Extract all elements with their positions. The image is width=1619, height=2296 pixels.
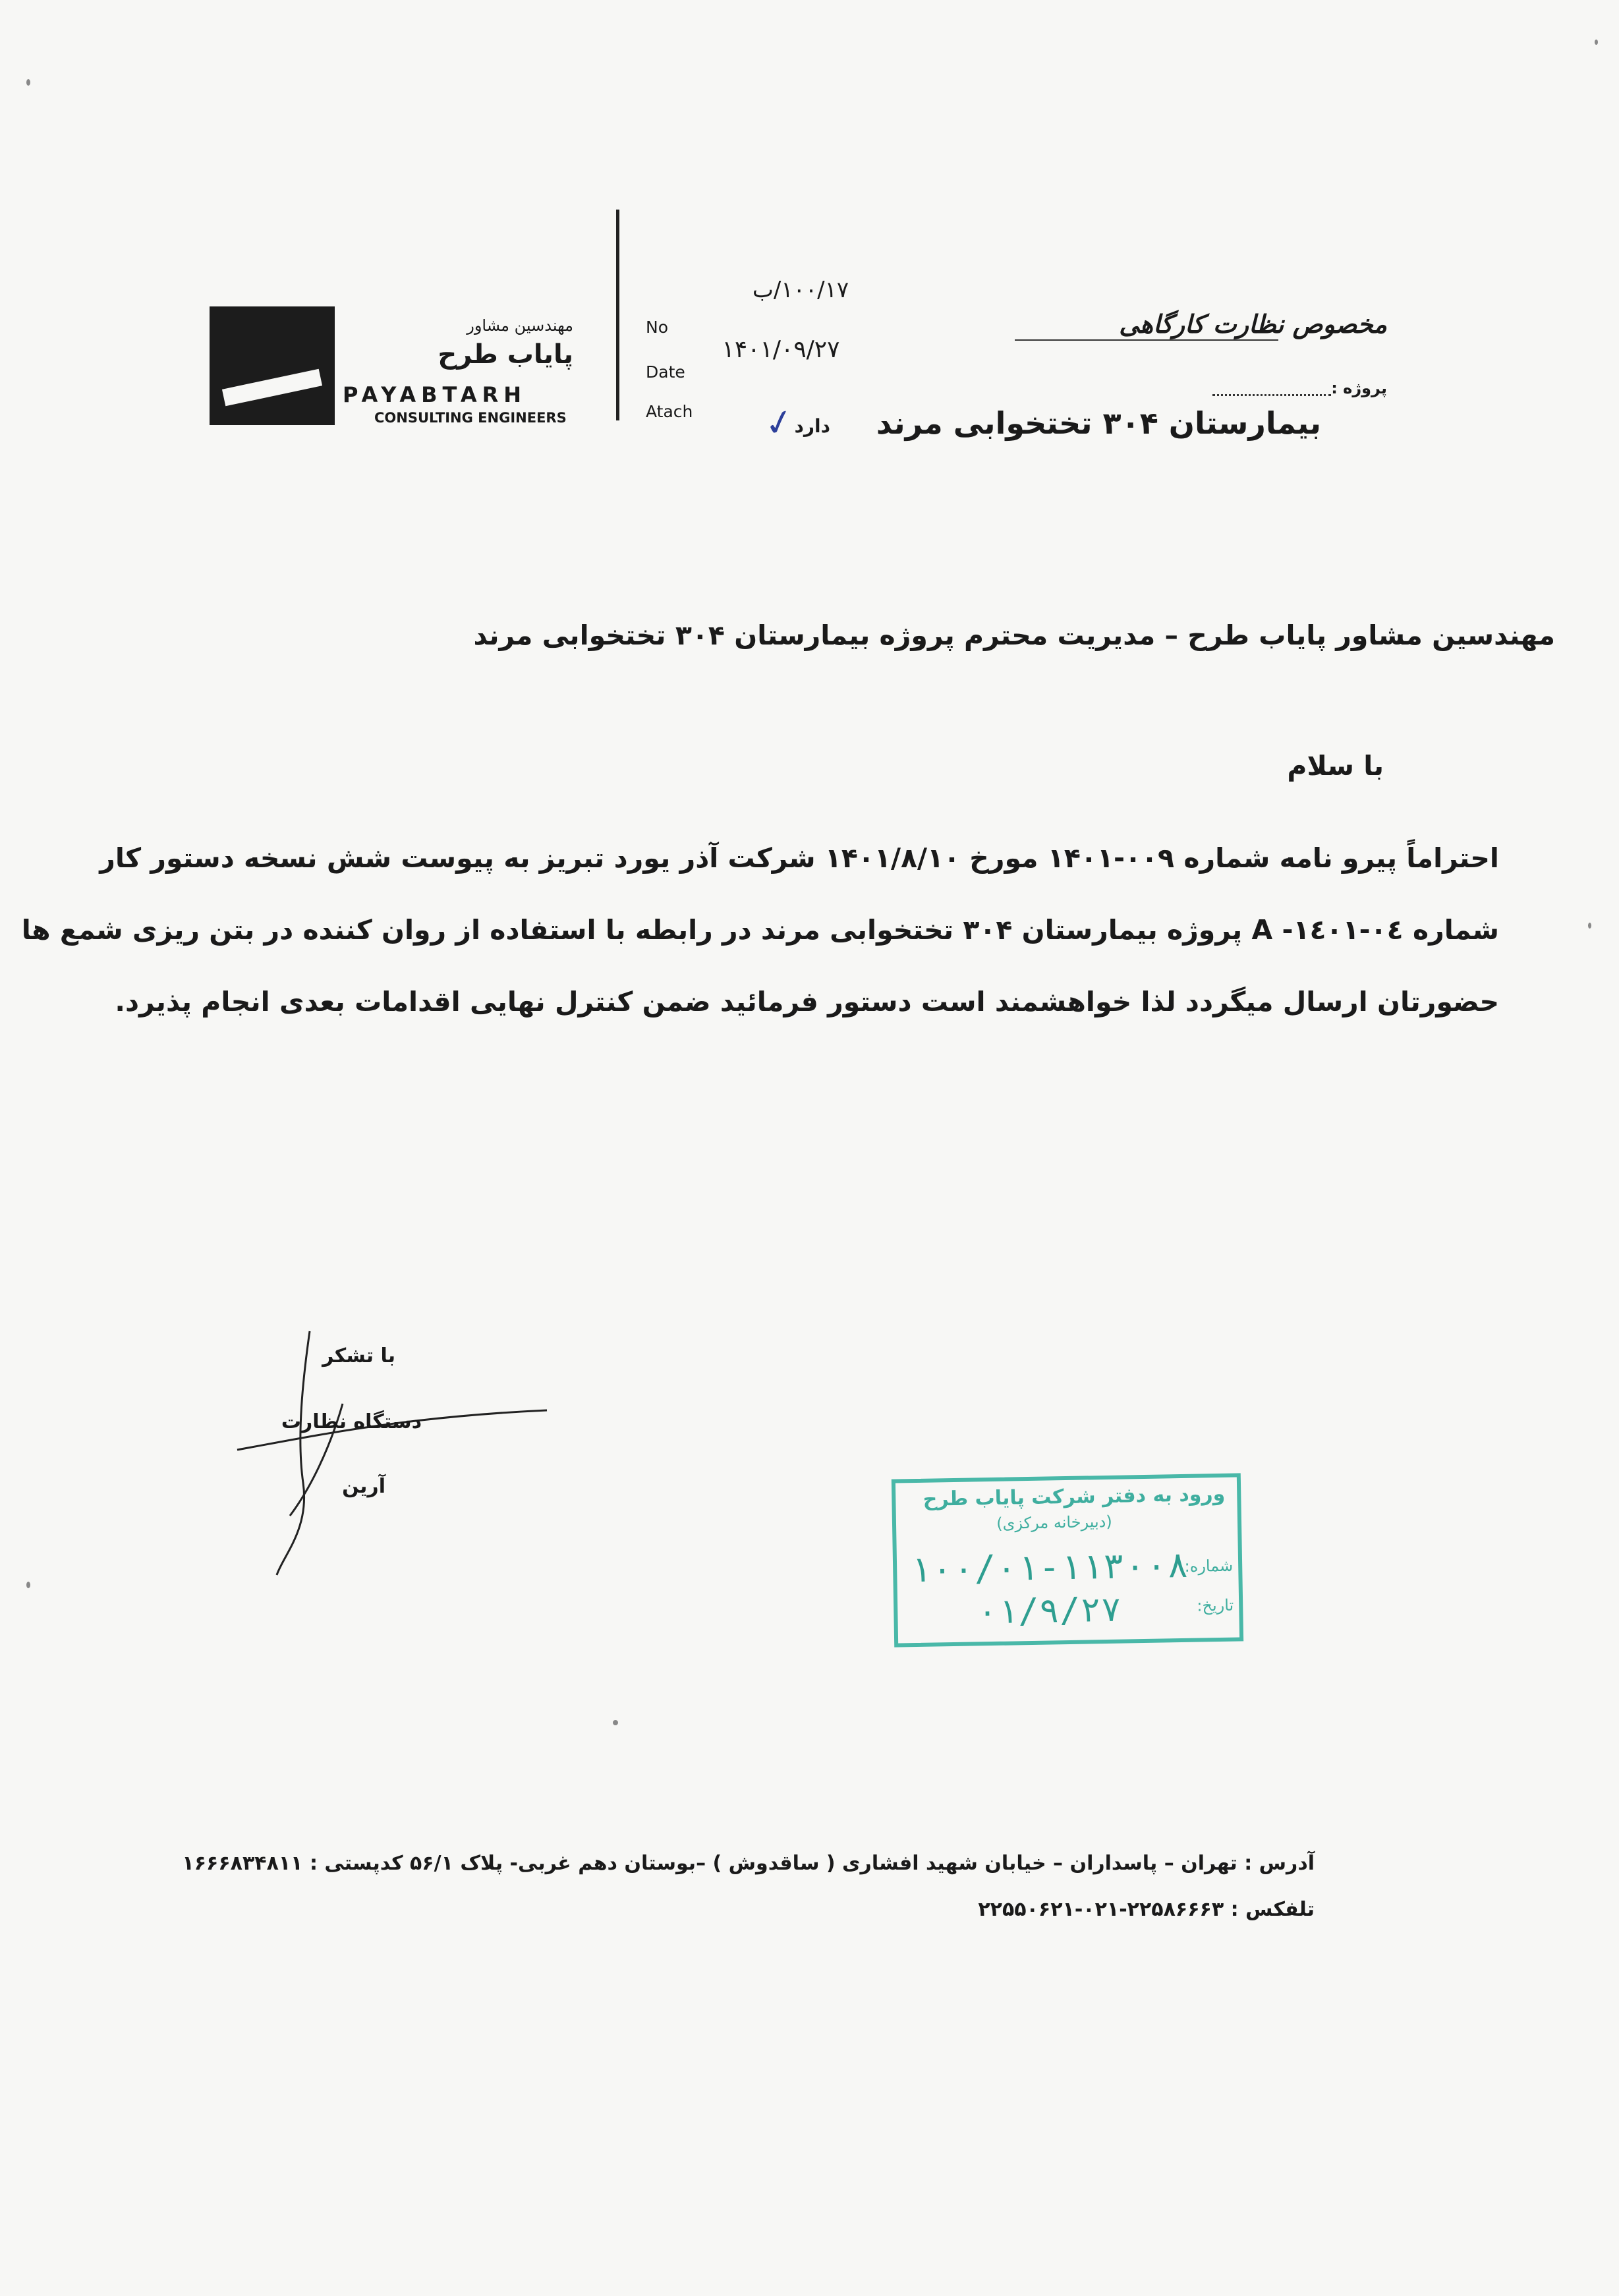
footer-address: آدرس : تهران – پاسداران – خیابان شهید افشاری ( ساقدوش ) –بوستان دهم غربی- پلاک ۵۶/۱ کدپستی : ۱۶۶۶۸۳۴۸۱۱ — [182, 1852, 1315, 1875]
receipt-stamp — [892, 1473, 1243, 1647]
stamp-number-value: ۱۰۰/۰۱-۱۱۳۰۰۸ — [909, 1543, 1189, 1591]
office-title-underline — [1015, 339, 1278, 341]
body-paragraph-line: احتراماً پیرو نامه شماره ۰۰۹-۱۴۰۱ مورخ ۱۴۰۱/۸/۱۰ شرکت آذر یورد تبریز به پیوست شش نسخه دستور کار — [99, 842, 1499, 874]
stamp-date-value: ۰۱/۹/۲۷ — [977, 1590, 1122, 1632]
footer-phone: تلفکس : ۲۲۵۸۶۶۶۳-۰۲۱-۲۲۵۵۰۶۲۱ — [978, 1898, 1315, 1921]
project-title: بیمارستان ۳۰۴ تختخوابی مرند — [876, 405, 1321, 441]
stamp-title: ورود به دفتر شرکت پایاب طرح — [923, 1482, 1226, 1511]
company-logo-mark — [210, 306, 335, 425]
scan-speck — [613, 1720, 618, 1725]
signature-department: دستگاه نظارت — [281, 1410, 422, 1433]
body-paragraph-line: حضورتان ارسال میگردد لذا خواهشمند است دستور فرمائید ضمن کنترل نهایی اقدامات بعدی انجام پذیرد. — [115, 986, 1499, 1018]
stamp-subtitle: (دبیرخانه مرکزی) — [996, 1512, 1112, 1533]
logo-english-name: PAYABTARH — [343, 382, 527, 407]
attachment-value: دارد — [794, 415, 830, 437]
letter-date-value: ۱۴۰۱/۰۹/۲۷ — [722, 336, 840, 363]
recipient-line: مهندسین مشاور پایاب طرح – مدیریت محترم پروژه بیمارستان ۳۰۴ تختخوابی مرند — [473, 619, 1555, 651]
stamp-number-label: شماره: — [1184, 1556, 1234, 1576]
project-label: پروژه : — [1331, 379, 1387, 397]
scan-speck — [26, 79, 30, 86]
date-label: Date — [646, 362, 685, 382]
logo-english-subtitle: CONSULTING ENGINEERS — [374, 410, 567, 426]
logo-persian-name: پایاب طرح — [438, 339, 573, 370]
project-dotted-line — [1212, 394, 1331, 396]
office-title: مخصوص نظارت کارگاهی — [1119, 310, 1387, 339]
check-mark-icon: ✓ — [760, 399, 799, 447]
number-label: No — [646, 318, 668, 337]
greeting: با سلام — [1287, 750, 1384, 782]
attachment-label: Atach — [646, 402, 693, 421]
scan-speck — [1588, 923, 1591, 929]
logo-persian-subtitle: مهندسین مشاور — [467, 316, 573, 335]
signature-thanks: با تشکر — [322, 1344, 395, 1367]
scan-speck — [1595, 40, 1598, 45]
signature-name: آرین — [342, 1475, 385, 1498]
scan-speck — [26, 1582, 30, 1588]
stamp-date-label: تاریخ: — [1197, 1595, 1234, 1615]
header-divider — [616, 210, 619, 420]
body-paragraph-line: شماره ۰٤-۱٤۰۱- A پروژه بیمارستان ۳۰۴ تختخوابی مرند در رابطه با استفاده از روان کننده در بتن ریزی شمع ها — [21, 914, 1499, 946]
letter-number-value: ۱۰۰/۱۷/ب — [752, 277, 849, 303]
